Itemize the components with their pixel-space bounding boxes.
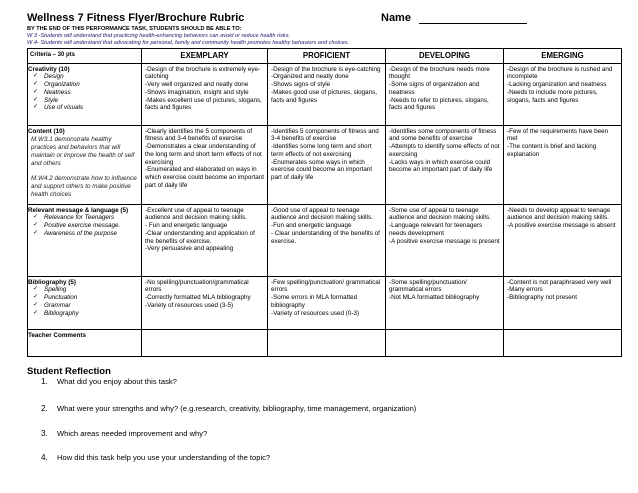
descriptor-line: -Content is not paraphrased very well bbox=[507, 278, 612, 286]
descriptor-line: -Enumerated and elaborated on ways in which exercise could become an important part of daily life bbox=[145, 166, 265, 189]
descriptor-line: -The content is brief and lacking explanation bbox=[507, 143, 597, 158]
criterion-title: Bibliography (5) bbox=[28, 278, 76, 286]
standard-note: M.W4.2 demonstrate how to influence and support others to make positive health choices bbox=[31, 175, 137, 198]
descriptor-line: -A positive exercise message is present bbox=[389, 237, 500, 245]
descriptor-cell bbox=[142, 63, 268, 125]
rubric-row-creativity bbox=[28, 63, 622, 125]
checklist-item: ✓ Spelling bbox=[33, 286, 138, 294]
criterion-checklist bbox=[28, 73, 138, 112]
name-blank-line bbox=[419, 23, 527, 24]
descriptor-line: -Identifies some long term and short term effects of not exercising bbox=[271, 143, 372, 158]
descriptor-line: -Some use of appeal to teenage audience and decision making skills. bbox=[389, 206, 491, 222]
descriptor-line: -Identifies 5 components of fitness and 3-4 benefits of exercise bbox=[271, 127, 379, 143]
question-text: Which areas needed improvement and why? bbox=[57, 429, 208, 438]
descriptor-line: -Attempts to identify some effects of not exercising bbox=[389, 143, 500, 158]
level-proficient-header: PROFICIENT bbox=[268, 49, 386, 64]
descriptor-line: - Fun and energetic language bbox=[145, 222, 228, 230]
teacher-comment-cell[interactable] bbox=[504, 329, 622, 356]
descriptor-line: -Few spelling/punctuation/ grammatical errors bbox=[271, 278, 381, 294]
descriptor-line: -Some signs of organization and neatness bbox=[389, 81, 480, 96]
criterion-checklist bbox=[28, 214, 138, 237]
descriptor-line: -Lacks ways in which exercise could become an important part of daily life bbox=[389, 158, 493, 174]
criterion-cell bbox=[28, 63, 142, 125]
descriptor-line: -Demonstrates a clear understanding of the long term and short term effects of not exercising bbox=[145, 143, 262, 166]
reflection-question-1 bbox=[41, 377, 177, 386]
reflection-question-4 bbox=[41, 453, 270, 462]
criteria-header: Criteria – 30 pts bbox=[28, 49, 142, 64]
checklist-item: ✓ Punctuation bbox=[33, 294, 138, 302]
descriptor-line: -Few of the requirements have been met bbox=[507, 127, 609, 143]
question-text: What did you enjoy about this task? bbox=[57, 377, 177, 386]
descriptor-line: -Design of the brochure is eye-catching bbox=[271, 65, 381, 73]
descriptor-line: -Makes good use of pictures, slogans, facts and figures bbox=[271, 88, 378, 104]
descriptor-line: - Clear understanding of the benefits of exercise. bbox=[271, 229, 380, 245]
descriptor-cell bbox=[268, 125, 386, 204]
checklist-item: ✓ Style bbox=[33, 97, 138, 105]
checklist-item: ✓ Organization bbox=[33, 81, 138, 89]
descriptor-line: -Fun and energetic language bbox=[271, 222, 352, 230]
student-reflection-heading: Student Reflection bbox=[27, 366, 111, 377]
rubric-row-teacher-comments bbox=[28, 329, 622, 356]
teacher-comments-label-cell bbox=[28, 329, 142, 356]
question-number: 3. bbox=[41, 429, 48, 438]
descriptor-cell bbox=[504, 125, 622, 204]
criterion-cell bbox=[28, 125, 142, 204]
descriptor-line: -A positive exercise message is absent bbox=[507, 222, 616, 230]
rubric-row-content bbox=[28, 125, 622, 204]
descriptor-line: -Excellent use of appeal to teenage audience and decision making skills. bbox=[145, 206, 247, 222]
descriptor-line: -Variety of resources used (0-3) bbox=[271, 309, 360, 317]
descriptor-cell bbox=[268, 276, 386, 329]
descriptor-cell bbox=[504, 276, 622, 329]
descriptor-line: -Good use of appeal to teenage audience and decision making skills. bbox=[271, 206, 373, 222]
checklist-item: ✓ Neatness bbox=[33, 89, 138, 97]
question-text: What were your strengths and why? (e.g.research, creativity, bibliography, time management, organization) bbox=[57, 404, 417, 413]
descriptor-cell bbox=[142, 204, 268, 276]
descriptor-cell bbox=[268, 204, 386, 276]
title-row bbox=[27, 12, 627, 26]
descriptor-line: -Lacking organization and neatness bbox=[507, 81, 607, 89]
descriptor-line: -Needs to include more pictures, slogans, facts and figures bbox=[507, 88, 598, 104]
descriptor-cell bbox=[386, 276, 504, 329]
descriptor-line: -Some spelling/punctuation/ grammatical errors bbox=[389, 278, 467, 294]
reflection-question-3 bbox=[41, 429, 207, 438]
checklist-item: ✓ Awareness of the purpose bbox=[33, 230, 138, 238]
criterion-checklist bbox=[28, 286, 138, 317]
standard-note: M.W3.1 demonstrate healthy practices and behaviors that will maintain or improve the health of self and others bbox=[31, 136, 135, 167]
descriptor-line: -Makes excellent use of pictures, slogans, facts and figures bbox=[145, 96, 262, 112]
name-label: Name bbox=[381, 12, 411, 24]
checklist-item: ✓ Bibliography bbox=[33, 310, 138, 318]
level-developing-header: DEVELOPING bbox=[386, 49, 504, 64]
checklist-item: ✓ Use of visuals bbox=[33, 104, 138, 112]
question-text: How did this task help you use your understanding of the topic? bbox=[57, 453, 271, 462]
descriptor-line: -Some errors in MLA formatted bibliography bbox=[271, 294, 358, 309]
level-exemplary-header: EXEMPLARY bbox=[142, 49, 268, 64]
descriptor-cell bbox=[386, 204, 504, 276]
checklist-item: ✓ Relevance for Teenagers bbox=[33, 214, 138, 222]
standard-w3: W 3 -Students will understand that practicing health-enhancing behaviors can avoid or reduce health risks. bbox=[27, 33, 291, 39]
criterion-cell bbox=[28, 204, 142, 276]
teacher-comment-cell[interactable] bbox=[142, 329, 268, 356]
question-number: 1. bbox=[41, 377, 48, 386]
descriptor-line: -Shows signs of style bbox=[271, 81, 331, 89]
descriptor-line: -Variety of resources used (3-5) bbox=[145, 301, 234, 309]
descriptor-cell bbox=[142, 125, 268, 204]
descriptor-cell bbox=[386, 63, 504, 125]
teacher-comment-cell[interactable] bbox=[386, 329, 504, 356]
reflection-question-2 bbox=[41, 404, 416, 413]
descriptor-cell bbox=[504, 63, 622, 125]
descriptor-line: -Very well organized and neatly done bbox=[145, 81, 249, 89]
question-number: 2. bbox=[41, 404, 48, 413]
descriptor-cell bbox=[268, 63, 386, 125]
descriptor-line: -Not MLA formatted bibliography bbox=[389, 294, 480, 302]
descriptor-line: -No spelling/punctuation/grammatical errors bbox=[145, 278, 249, 294]
descriptor-line: -Needs to refer to pictures, slogans, facts and figures bbox=[389, 96, 489, 112]
descriptor-line: -Very persuasive and appealing bbox=[145, 245, 234, 253]
rubric-header-row bbox=[28, 49, 622, 64]
criterion-title: Relevant message & language (5) bbox=[28, 206, 129, 214]
rubric-row-bibliography bbox=[28, 276, 622, 329]
descriptor-cell bbox=[386, 125, 504, 204]
descriptor-line: -Language relevant for teenagers needs development bbox=[389, 222, 483, 237]
checklist-item: ✓ Positive exercise message. bbox=[33, 222, 138, 230]
descriptor-line: -Correctly formatted MLA bibliography bbox=[145, 294, 251, 302]
teacher-comments-label: Teacher Comments bbox=[28, 331, 86, 339]
descriptor-line: -Many errors bbox=[507, 286, 543, 294]
descriptor-line: -Needs to develop appeal to teenage audience and decision making skills. bbox=[507, 206, 611, 222]
objectives-heading: BY THE END OF THIS PERFORMANCE TASK, STUDENTS SHOULD BE ABLE TO: bbox=[27, 26, 242, 32]
descriptor-line: -Design of the brochure needs more thought bbox=[389, 65, 490, 81]
descriptor-line: -Bibliography not present bbox=[507, 294, 578, 302]
descriptor-cell bbox=[142, 276, 268, 329]
teacher-comment-cell[interactable] bbox=[268, 329, 386, 356]
descriptor-line: -Clearly identifies the 5 components of fitness and 3-4 benefits of exercise bbox=[145, 127, 253, 143]
criterion-title: Content (10) bbox=[28, 127, 65, 135]
checklist-item: ✓ Grammar bbox=[33, 302, 138, 310]
descriptor-line: -Enumerates some ways in which exercise could become an important part of daily life bbox=[271, 158, 373, 181]
page-title: Wellness 7 Fitness Flyer/Brochure Rubric bbox=[27, 12, 245, 24]
descriptor-line: -Design of the brochure is rushed and incomplete bbox=[507, 65, 613, 81]
standard-w4: W 4- Students will understand that advocating for personal, family and community health promotes healthy behaviors and choices. bbox=[27, 40, 350, 46]
criterion-cell bbox=[28, 276, 142, 329]
rubric-row-message bbox=[28, 204, 622, 276]
descriptor-cell bbox=[504, 204, 622, 276]
level-emerging-header: EMERGING bbox=[504, 49, 622, 64]
descriptor-line: -Design of the brochure is extremely eye-catching bbox=[145, 65, 261, 81]
criterion-title: Creativity (10) bbox=[28, 65, 70, 73]
question-number: 4. bbox=[41, 453, 48, 462]
descriptor-line: -Identifies some components of fitness and some benefits of exercise bbox=[389, 127, 497, 143]
checklist-item: ✓ Design bbox=[33, 73, 138, 81]
descriptor-line: -Organized and neatly done bbox=[271, 73, 349, 81]
rubric-table bbox=[27, 48, 622, 357]
descriptor-line: -Shows imagination, insight and style bbox=[145, 88, 249, 96]
descriptor-line: -Clear understanding and application of the benefits of exercise. bbox=[145, 229, 255, 245]
